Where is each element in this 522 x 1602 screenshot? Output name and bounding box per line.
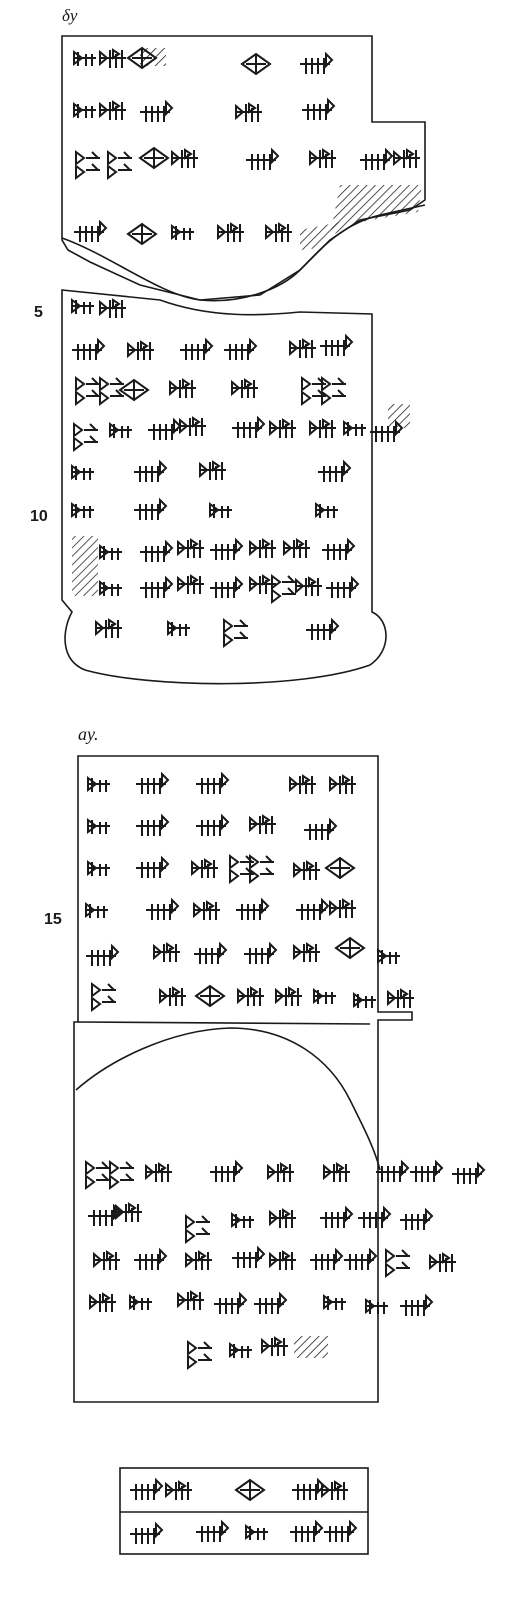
hatch-area-4 <box>72 536 98 596</box>
obverse-signs <box>72 48 420 646</box>
line-number-5: 5 <box>34 304 43 321</box>
hatch-area-3 <box>300 222 340 250</box>
hatch-area-2 <box>330 185 422 236</box>
reverse-label: ay. <box>78 724 99 744</box>
obverse-tablet-outline <box>62 36 425 684</box>
reverse-signs <box>86 774 484 1368</box>
hatch-area-6 <box>294 1336 328 1358</box>
line-number-15: 15 <box>44 911 62 928</box>
obverse-label: δy <box>62 6 78 25</box>
line-number-10: 10 <box>30 508 48 525</box>
reverse-tablet-outline <box>74 756 412 1402</box>
